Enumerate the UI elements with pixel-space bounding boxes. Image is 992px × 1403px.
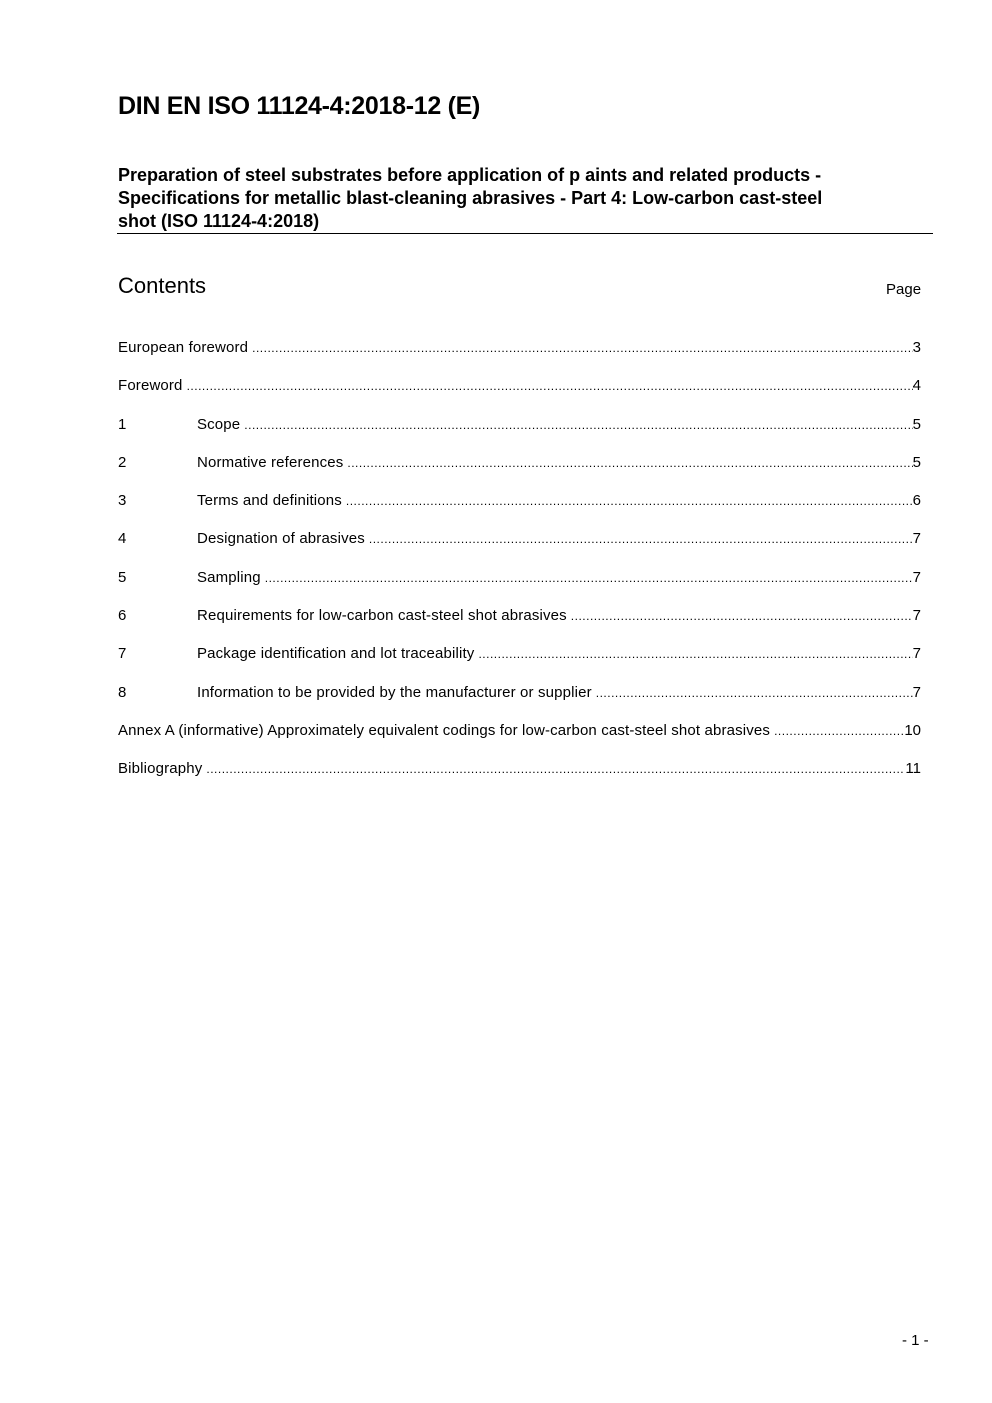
toc-entry-page: 5 xyxy=(912,415,921,433)
toc-entry-page: 7 xyxy=(912,683,921,701)
table-of-contents xyxy=(118,338,921,798)
page-column-label: Page xyxy=(886,281,922,298)
toc-entry-title: Sampling xyxy=(197,568,261,586)
toc-entry-page: 10 xyxy=(904,721,921,739)
toc-leader-dots xyxy=(206,759,905,779)
toc-entry-title: Normative references xyxy=(197,453,344,471)
document-title-line: Preparation of steel substrates before application of p aints and related products - xyxy=(118,165,822,185)
toc-entry-annex-a[interactable] xyxy=(118,721,921,759)
toc-entry-number: 1 xyxy=(118,415,127,433)
toc-entry-number: 8 xyxy=(118,683,127,701)
toc-entry-title: Requirements for low-carbon cast-steel shot abrasives xyxy=(197,607,567,625)
toc-entry-title: Package identification and lot traceability xyxy=(197,645,475,663)
toc-entry-terms-and-definitions[interactable] xyxy=(118,491,921,529)
toc-leader-dots xyxy=(571,606,913,626)
toc-leader-dots xyxy=(187,376,913,396)
toc-entry-package-identification[interactable] xyxy=(118,644,921,682)
toc-entry-normative-references[interactable] xyxy=(118,453,921,491)
document-title-line: Specifications for metallic blast-cleaning abrasives - Part 4: Low-carbon cast-steel xyxy=(118,188,823,208)
toc-entry-title: Bibliography xyxy=(118,760,203,778)
document-id: DIN EN ISO 11124-4:2018-12 (E) xyxy=(118,92,481,120)
toc-entry-page: 6 xyxy=(912,492,921,510)
toc-entry-sampling[interactable] xyxy=(118,568,921,606)
toc-leader-dots xyxy=(244,415,912,435)
toc-entry-designation-of-abrasives[interactable] xyxy=(118,529,921,567)
toc-entry-requirements[interactable] xyxy=(118,606,921,644)
toc-entry-title: Scope xyxy=(197,415,241,433)
toc-entry-page: 11 xyxy=(905,760,921,778)
toc-leader-dots xyxy=(346,491,913,511)
toc-entry-foreword[interactable] xyxy=(118,376,921,414)
toc-entry-number: 2 xyxy=(118,453,127,471)
toc-entry-page: 7 xyxy=(912,568,921,586)
toc-entry-number: 7 xyxy=(118,645,127,663)
toc-entry-european-foreword[interactable] xyxy=(118,338,921,376)
toc-entry-number: 4 xyxy=(118,530,127,548)
toc-entry-information-to-be-provided[interactable] xyxy=(118,683,921,721)
toc-leader-dots xyxy=(369,529,913,549)
toc-entry-title: Information to be provided by the manufacturer or supplier xyxy=(197,683,592,701)
toc-entry-title: European foreword xyxy=(118,339,249,356)
toc-leader-dots xyxy=(596,683,913,703)
toc-entry-number: 5 xyxy=(118,568,127,586)
toc-entry-scope[interactable] xyxy=(118,415,921,453)
toc-entry-title: Foreword xyxy=(118,377,183,395)
toc-leader-dots xyxy=(252,338,913,358)
title-divider xyxy=(117,233,933,234)
toc-entry-title: Terms and definitions xyxy=(197,492,342,510)
toc-entry-bibliography[interactable] xyxy=(118,759,921,797)
toc-entry-title: Designation of abrasives xyxy=(197,530,365,548)
toc-leader-dots xyxy=(478,644,912,664)
toc-entry-page: 7 xyxy=(912,530,921,548)
toc-entry-page: 4 xyxy=(912,377,921,395)
toc-entry-page: 7 xyxy=(912,607,921,625)
contents-heading: Contents xyxy=(118,273,207,298)
toc-entry-number: 6 xyxy=(118,607,127,625)
toc-leader-dots xyxy=(774,721,904,741)
toc-entry-page: 7 xyxy=(912,645,921,663)
toc-entry-page: 5 xyxy=(912,453,921,471)
document-title-line: shot (ISO 11124-4:2018) xyxy=(118,211,320,231)
toc-leader-dots xyxy=(347,453,912,473)
document-title xyxy=(118,164,918,233)
toc-entry-number: 3 xyxy=(118,492,127,510)
toc-entry-page: 3 xyxy=(912,339,921,356)
toc-entry-title: Annex A (informative) Approximately equivalent codings for low-carbon cast-steel shot abrasives xyxy=(118,721,771,739)
page-number: - 1 - xyxy=(902,1332,929,1349)
toc-leader-dots xyxy=(265,568,913,588)
